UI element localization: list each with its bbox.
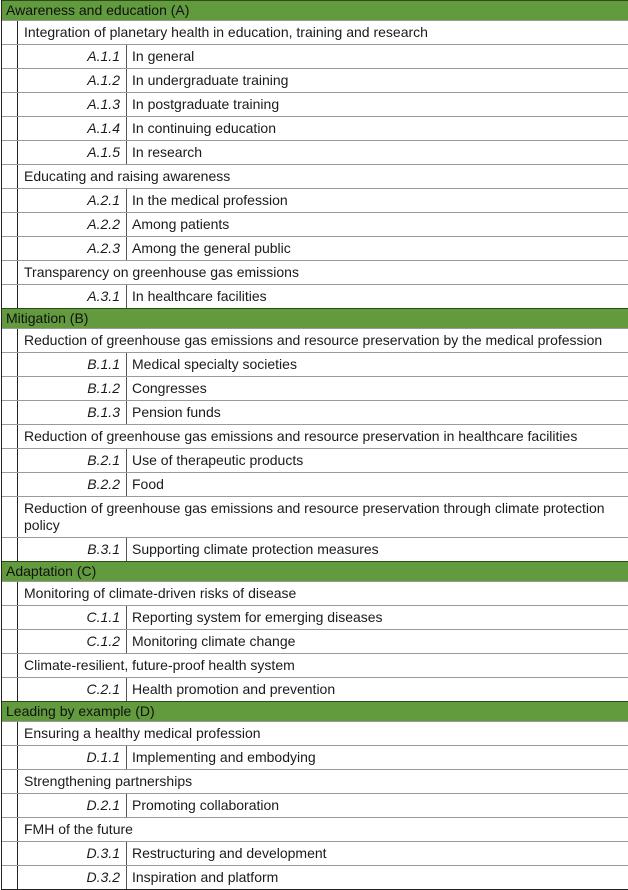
item-code: B.2.1	[18, 449, 127, 472]
item-code: A.1.4	[18, 117, 127, 140]
item-label: Use of therapeutic products	[132, 452, 304, 468]
item-code: B.1.3	[18, 401, 127, 424]
indent-cell	[2, 606, 18, 629]
item-label: Among patients	[132, 216, 230, 232]
table-row	[2, 841, 628, 865]
group-title-row	[2, 817, 628, 841]
item-label: In undergraduate training	[132, 72, 289, 88]
indent-cell	[2, 497, 18, 537]
item-label: Among the general public	[132, 240, 291, 256]
table-row	[2, 116, 628, 140]
table-row	[2, 400, 628, 424]
item-code: C.1.1	[18, 606, 127, 629]
table-row	[2, 68, 628, 92]
item-label: Implementing and embodying	[132, 749, 316, 765]
group-title: Transparency on greenhouse gas emissions	[24, 264, 299, 280]
category-label: Adaptation (C)	[6, 563, 97, 579]
table-row	[2, 352, 628, 376]
indent-cell	[2, 45, 18, 68]
table-row	[2, 212, 628, 236]
indent-cell	[2, 285, 18, 308]
group-title: Reduction of greenhouse gas emissions and resource preservation through climate protection policy	[24, 500, 605, 533]
indent-cell	[2, 425, 18, 448]
item-code: D.3.1	[18, 842, 127, 865]
indent-cell	[2, 189, 18, 212]
item-code: A.3.1	[18, 285, 127, 308]
table-row	[2, 188, 628, 212]
item-label: In the medical profession	[132, 192, 288, 208]
group-title-row	[2, 581, 628, 605]
group-title: Integration of planetary health in education, training and research	[24, 24, 428, 40]
table-row	[2, 236, 628, 260]
item-code: A.2.2	[18, 213, 127, 236]
indent-cell	[2, 630, 18, 653]
table-row	[2, 284, 628, 308]
group-title: Ensuring a healthy medical profession	[24, 725, 261, 741]
table-row	[2, 605, 628, 629]
category-label: Mitigation (B)	[6, 310, 89, 326]
group-title-row	[2, 164, 628, 188]
item-code: B.1.1	[18, 353, 127, 376]
group-title-row	[2, 769, 628, 793]
indent-cell	[2, 93, 18, 116]
group-title: FMH of the future	[24, 821, 133, 837]
table-row	[2, 44, 628, 68]
group-title: Reduction of greenhouse gas emissions and resource preservation by the medical profession	[24, 332, 603, 348]
indent-cell	[2, 794, 18, 817]
item-label: In general	[132, 48, 195, 64]
item-label: Restructuring and development	[132, 845, 327, 861]
indent-cell	[2, 69, 18, 92]
table-row	[2, 140, 628, 164]
group-title: Reduction of greenhouse gas emissions and resource preservation in healthcare facilities	[24, 428, 578, 444]
item-label: Monitoring climate change	[132, 633, 296, 649]
item-code: A.1.1	[18, 45, 127, 68]
group-title-row	[2, 328, 628, 352]
item-label: In postgraduate training	[132, 96, 280, 112]
category-header-row	[2, 701, 628, 721]
item-code: A.2.1	[18, 189, 127, 212]
item-code: A.2.3	[18, 237, 127, 260]
category-header-row	[2, 308, 628, 328]
group-title-row	[2, 496, 628, 537]
indent-cell	[2, 654, 18, 677]
item-code: D.2.1	[18, 794, 127, 817]
indent-cell	[2, 473, 18, 496]
indent-cell	[2, 770, 18, 793]
table-row	[2, 865, 628, 889]
table-row	[2, 537, 628, 561]
item-label: In research	[132, 144, 203, 160]
indent-cell	[2, 141, 18, 164]
item-label: Supporting climate protection measures	[132, 541, 379, 557]
group-title-row	[2, 20, 628, 44]
group-title-row	[2, 721, 628, 745]
table-row	[2, 376, 628, 400]
item-label: Pension funds	[132, 404, 221, 420]
group-title-row	[2, 653, 628, 677]
table-row	[2, 677, 628, 701]
category-header-row	[2, 0, 628, 20]
indent-cell	[2, 722, 18, 745]
indent-cell	[2, 377, 18, 400]
group-title: Educating and raising awareness	[24, 168, 231, 184]
indent-cell	[2, 237, 18, 260]
item-code: C.1.2	[18, 630, 127, 653]
category-label: Leading by example (D)	[6, 703, 155, 719]
group-title: Strengthening partnerships	[24, 773, 193, 789]
indent-cell	[2, 213, 18, 236]
group-title-row	[2, 424, 628, 448]
item-label: Congresses	[132, 380, 207, 396]
indent-cell	[2, 21, 18, 44]
item-label: Inspiration and platform	[132, 869, 279, 885]
indent-cell	[2, 353, 18, 376]
indent-cell	[2, 678, 18, 701]
category-label: Awareness and education (A)	[6, 2, 190, 18]
indent-cell	[2, 746, 18, 769]
item-label: In continuing education	[132, 120, 276, 136]
indent-cell	[2, 117, 18, 140]
category-header-row	[2, 561, 628, 581]
item-label: Medical specialty societies	[132, 356, 297, 372]
item-code: D.3.2	[18, 866, 127, 889]
table-row	[2, 472, 628, 496]
table-row	[2, 629, 628, 653]
item-code: B.2.2	[18, 473, 127, 496]
indent-cell	[2, 401, 18, 424]
table-row	[2, 745, 628, 769]
item-label: Food	[132, 476, 164, 492]
item-code: A.1.5	[18, 141, 127, 164]
item-label: Reporting system for emerging diseases	[132, 609, 383, 625]
planetary-health-measures-table	[1, 0, 628, 890]
indent-cell	[2, 165, 18, 188]
group-title-row	[2, 260, 628, 284]
group-title: Climate-resilient, future-proof health system	[24, 657, 295, 673]
item-label: Health promotion and prevention	[132, 681, 336, 697]
item-label: In healthcare facilities	[132, 288, 267, 304]
indent-cell	[2, 818, 18, 841]
item-code: B.3.1	[18, 538, 127, 561]
item-code: C.2.1	[18, 678, 127, 701]
item-label: Promoting collaboration	[132, 797, 280, 813]
item-code: B.1.2	[18, 377, 127, 400]
table-row	[2, 92, 628, 116]
indent-cell	[2, 261, 18, 284]
item-code: A.1.3	[18, 93, 127, 116]
indent-cell	[2, 842, 18, 865]
item-code: A.1.2	[18, 69, 127, 92]
indent-cell	[2, 449, 18, 472]
indent-cell	[2, 538, 18, 561]
table-row	[2, 448, 628, 472]
item-code: D.1.1	[18, 746, 127, 769]
indent-cell	[2, 329, 18, 352]
indent-cell	[2, 582, 18, 605]
table-row	[2, 793, 628, 817]
group-title: Monitoring of climate-driven risks of disease	[24, 585, 297, 601]
